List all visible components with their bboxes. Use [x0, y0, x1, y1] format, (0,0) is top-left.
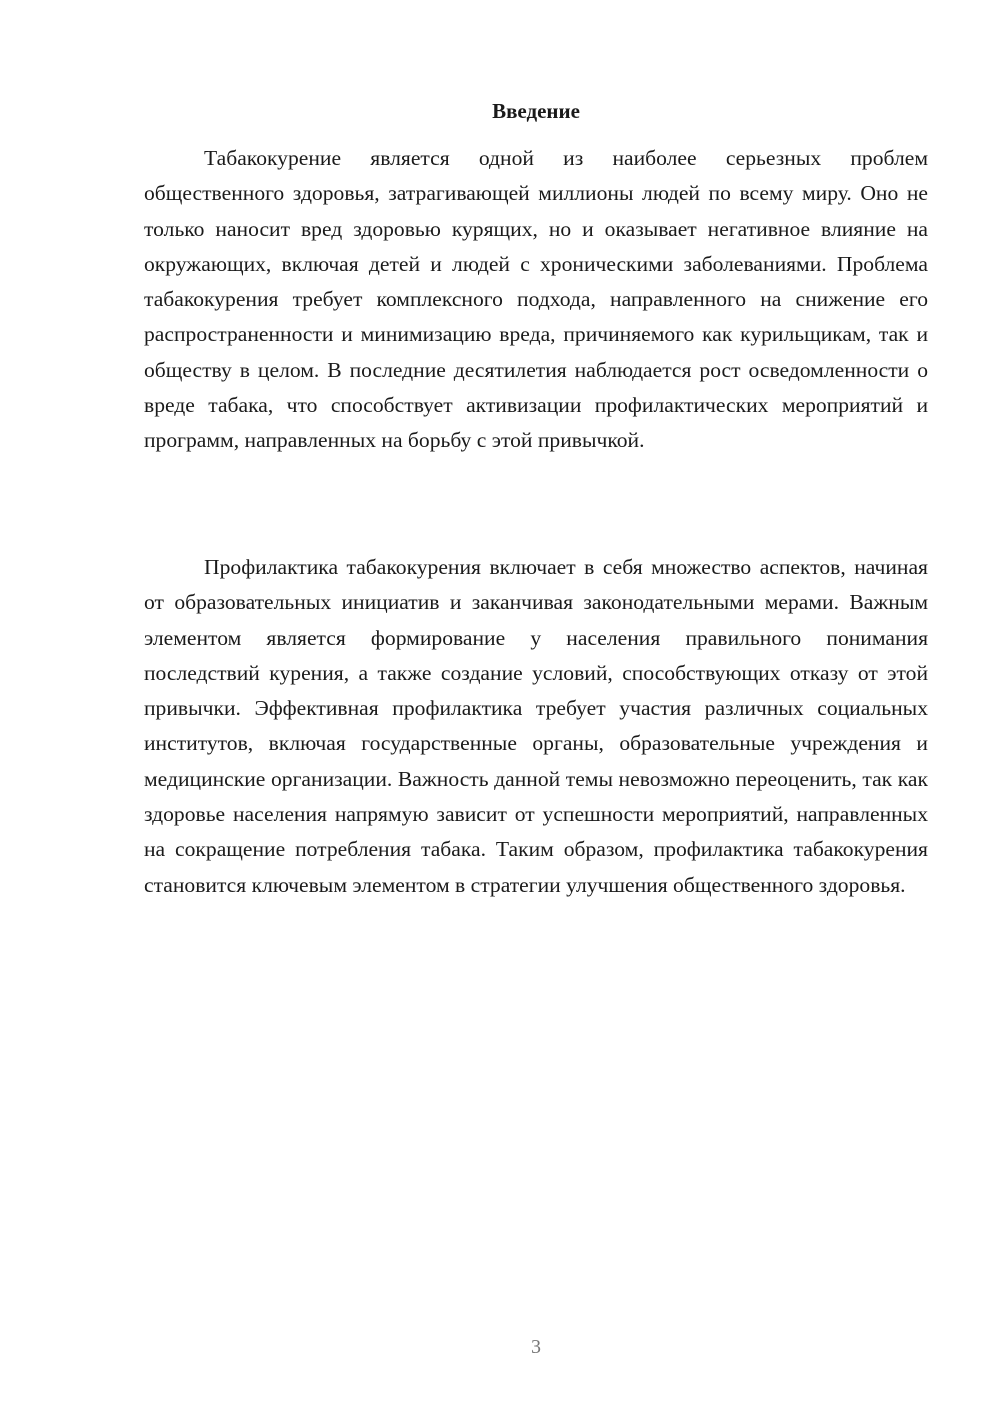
- paragraph-introduction: Табакокурение является одной из наиболее серьезных проблем общественного здоровья, затрагивающей миллионы людей по всему миру. Оно не только наносит вред здоровью курящих, но и оказывает негативное влияние на окружающих, включая детей и людей с хроническими заболеваниями. Проблема табакокурения требует комплексного подхода, направленного на снижение его распространенности и минимизацию вреда, причиняемого как курильщикам, так и обществу в целом. В последние десятилетия наблюдается рост осведомленности о вреде табака, что способствует активизации профилактических мероприятий и программ, направленных на борьбу с этой привычкой.: [144, 146, 928, 453]
- paragraph-prevention: Профилактика табакокурения включает в себя множество аспектов, начиная от образовательных инициатив и заканчивая законодательными мерами. Важным элементом является формирование у населения правильного понимания последствий курения, а также создание условий, способствующих отказу от этой привычки. Эффективная профилактика требует участия различных социальных институтов, включая государственные органы, образовательные учреждения и медицинские организации. Важность данной темы невозможно переоценить, так как здоровье населения напрямую зависит от успешности мероприятий, направленных на сокращение потребления табака. Таким образом, профилактика табакокурения становится ключевым элементом в стратегии улучшения общественного здоровья.: [144, 555, 928, 897]
- page-number: 3: [531, 1336, 541, 1358]
- section-heading: Введение: [492, 99, 580, 123]
